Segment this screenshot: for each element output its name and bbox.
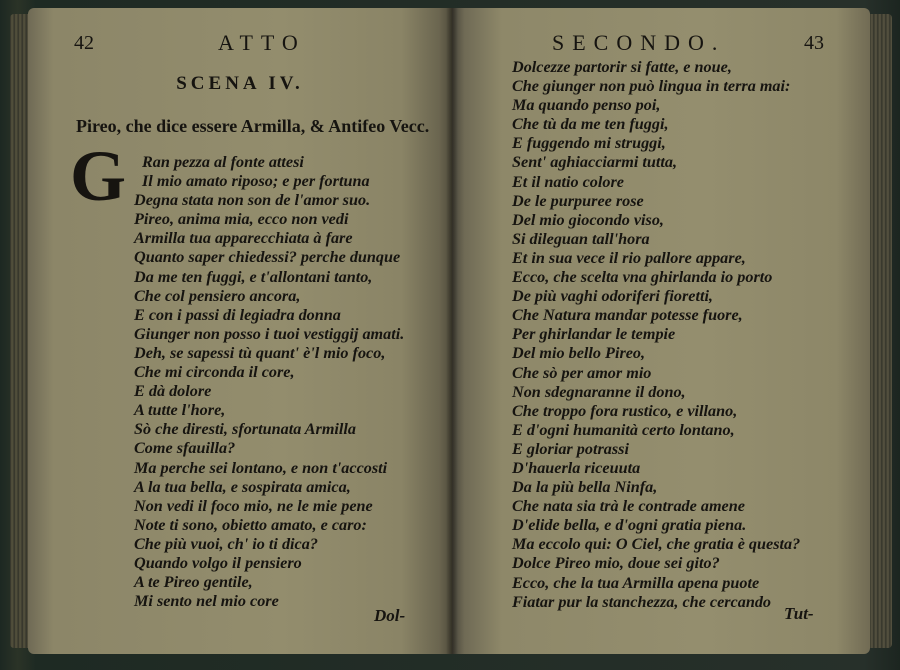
verse-line: Che troppo fora rustico, e villano, [512,401,738,420]
verse-line: Dolce Pireo mio, doue sei gito? [512,554,720,573]
dramatis-personae: Pireo, che dice essere Armilla, & Antifeo Vecc. [76,116,430,136]
verse-line: Per ghirlandar le tempie [512,325,676,344]
verse-line: Come sfauilla? [134,439,236,458]
page-number: 42 [74,32,94,54]
verse-line: Da la più bella Ninfa, [512,478,658,497]
verse-line: E dà dolore [134,382,212,401]
verse-line: Et il natio colore [512,172,624,191]
verse-line: Che Natura mandar potesse fuore, [512,306,743,325]
verse-line: De più vaghi odoriferi fioretti, [512,287,713,306]
verse-line: E fuggendo mi struggi, [512,134,666,153]
verse-line: Mi sento nel mio core [134,592,279,611]
verse-line: Ran pezza al fonte attesi [142,153,304,171]
verse-line: Non sdegnaranne il dono, [512,382,686,401]
verse-line: Che nata sia trà le contrade amene [512,497,745,516]
right-page [452,8,870,654]
verse-line: Pireo, anima mia, ecco non vedi [134,210,349,229]
verse-line: Non vedi il foco mio, ne le mie pene [134,496,373,515]
verse-line: Sò che diresti, sfortunata Armilla [134,420,357,439]
verse-line: D'elide bella, e d'ogni gratia piena. [512,516,747,535]
verse-line: Si dileguan tall'hora [512,229,650,248]
verse-line: Quanto saper chiedessi? perche dunque [134,248,401,267]
verse-line: Note ti sono, obietto amato, e caro: [134,515,367,534]
verse-line: Del mio bello Pireo, [512,344,646,363]
left-page [28,8,452,654]
drop-cap: G [70,136,127,216]
left-page-edges [10,14,30,648]
verse-line: E con i passi di legiadra donna [134,305,341,324]
verse-line: Ma quando penso poi, [512,96,661,115]
verse-line: Ecco, che scelta vna ghirlanda io porto [512,268,773,287]
verse-line: E gloriar potrassi [512,439,629,458]
page-number: 43 [804,32,824,54]
verse-line: Che giunger non può lingua in terra mai: [512,77,791,96]
right-page-edges [870,14,892,648]
running-head: ATTO [218,30,306,55]
verse-line: Che col pensiero ancora, [134,286,301,305]
verse-line: Fiatar pur la stanchezza, che cercando [512,592,772,611]
verse-line: Da me ten fuggi, e t'allontani tanto, [134,267,373,286]
verse-line: Dolcezze partorir si fatte, e noue, [512,58,732,76]
running-head: SECONDO. [552,30,726,55]
verse-line: Giunger non posso i tuoi vestiggij amati. [134,324,405,343]
verse-line: Che mi circonda il core, [134,363,295,382]
verse-line: Il mio amato riposo; e per fortuna [142,172,370,191]
scene-title: SCENA IV. [176,73,304,94]
verse-line: Degna stata non son de l'amor suo. [134,191,371,210]
verse-line: Che tù da me ten fuggi, [512,115,669,134]
verse-line: A tutte l'hore, [134,401,226,420]
verse-line: A te Pireo gentile, [134,573,253,592]
verse-lines [134,153,405,611]
verse-line: Ecco, che la tua Armilla apena puote [512,573,760,592]
verse-line: Armilla tua apparecchiata à fare [134,229,353,248]
verse-line: Ma perche sei lontano, e non t'accosti [134,458,388,477]
verse-line: E d'ogni humanità certo lontano, [512,420,735,439]
book-gutter [446,8,458,654]
verse-line: Deh, se sapessi tù quant' è'l mio foco, [134,343,386,362]
verse-line: Quando volgo il pensiero [134,553,302,572]
verse-line: Et in sua vece il rio pallore appare, [512,248,746,267]
verse-line: A la tua bella, e sospirata amica, [134,477,351,496]
verse-line: De le purpuree rose [512,191,644,210]
verse-lines [512,58,800,612]
catchword: Tut- [784,604,814,623]
verse-line: Che sò per amor mio [512,363,652,382]
verse-line: Del mio giocondo viso, [512,210,664,229]
verse-line: Che più vuoi, ch' io ti dica? [134,534,318,553]
verse-line: Ma eccolo qui: O Ciel, che gratia è questa? [512,535,801,554]
verse-line: D'hauerla riceuuta [512,458,641,477]
verse-line: Sent' aghiacciarmi tutta, [512,153,678,172]
catchword: Dol- [374,606,406,625]
